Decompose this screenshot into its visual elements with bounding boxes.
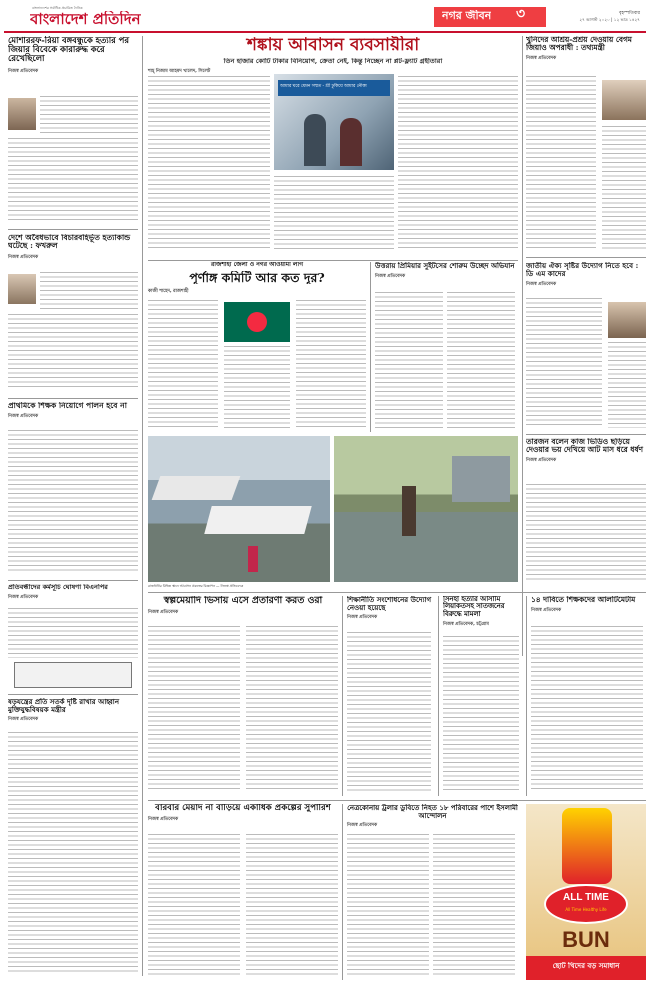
masthead-rule (4, 31, 646, 33)
story-byline: নিজস্ব প্রতিবেদক (8, 254, 39, 260)
story-byline: নিজস্ব প্রতিবেদক (526, 56, 557, 62)
story-kicker: রাজশাহী জেলা ও নগর আওয়ামী লীগ (210, 262, 304, 268)
masthead-weekday: বৃহস্পতিবার (619, 11, 640, 16)
story-headline: পূর্ণাঙ্গ কমিটি আর কত দূর? (189, 270, 325, 285)
advertisement (526, 804, 646, 980)
story-body (8, 314, 138, 390)
story-headline: উত্তরায় প্রিমিয়ার সুইটসের শোরুম উচ্ছেদ অভিযান (375, 262, 515, 270)
story-body (8, 608, 138, 658)
story-body (531, 626, 643, 792)
story-body (375, 292, 443, 428)
story-headline: খুনিদের আশ্রয়-প্রশ্রয় দেওয়ায় বেগম জিয়াও অপরাধী : তথ্যমন্ত্রী (526, 36, 632, 53)
story-uttara (370, 262, 518, 432)
column-rule (526, 434, 646, 435)
story-byline: নিজস্ব প্রতিবেদক (8, 414, 39, 420)
story-body (296, 300, 366, 428)
story-byline: নিজস্ব প্রতিবেদক (375, 273, 406, 279)
story-khuner (526, 36, 646, 254)
main-subhead: তিন হাজার কোটি টাকার বিনিয়োগ, ক্রেতা নেই, কিন্তু নিচ্ছেন না প্লট-ফ্ল্যাট গ্রহীতারা (223, 57, 443, 65)
photo-house (452, 456, 510, 502)
masthead (4, 4, 646, 30)
story-byline: নিজস্ব প্রতিবেদক (347, 823, 378, 829)
story-body (148, 300, 218, 428)
portrait-photo (602, 80, 646, 120)
story-byline: নিজস্ব প্রতিবেদক (8, 717, 39, 723)
masthead-page-no: ৩ (516, 7, 526, 22)
photo-person (248, 546, 258, 572)
story-headline: প্রতিবন্ধীদের কর্মসূচি ঘোষণা বিএনপির (8, 584, 108, 591)
flood-photo (334, 436, 518, 582)
ad-tagline: All Time Healthy Life (565, 907, 607, 912)
story-shikkhak (8, 402, 138, 578)
ad-product-image (562, 808, 612, 884)
story-body (608, 342, 646, 428)
story-sinha (438, 596, 518, 796)
story-shikkhoniti (342, 596, 434, 796)
story-mosharraf (8, 36, 138, 226)
story-headline: শিক্ষানীতি সংশোধনের উদ্যোগ নেওয়া হয়েছে (347, 596, 432, 612)
story-body (274, 176, 394, 250)
story-byline: নিজস্ব প্রতিবেদক (8, 68, 39, 74)
masthead-tagline: বাংলাদেশের সর্বাধিক প্রচারিত দৈনিক (32, 6, 83, 10)
story-headline: প্রাথমিকে শিক্ষক নিয়োগে পালন হবে না (8, 402, 127, 410)
story-headline: স্বল্পমেয়াদি ভিসায় এসে প্রতারণা করত ওরা (163, 596, 323, 606)
photo-person (340, 118, 362, 166)
story-committee (148, 262, 366, 432)
story-headline: ষড়যন্ত্রের প্রতি সতর্ক দৃষ্টি রাখার আহ্বান মুক্তিযুদ্ধবিষয়ক মন্ত্রীর (8, 698, 119, 714)
story-body (8, 138, 138, 220)
bangladesh-flag (224, 302, 290, 342)
flag-disc (247, 312, 267, 332)
ad-product: BUN (562, 928, 610, 952)
photo-person (304, 114, 326, 166)
story-body (148, 76, 270, 250)
column-rule (148, 592, 646, 593)
masthead-section: নগর জীবন (442, 10, 492, 22)
column-rule (8, 694, 138, 695)
story-body (347, 834, 429, 976)
story-jatiyo (526, 262, 646, 432)
ad-brand-badge (544, 884, 628, 924)
info-box (14, 662, 132, 688)
main-byline: শাহ্ নিজাম আহমদ খালেদ, সিলেট (148, 68, 211, 74)
photo-person (402, 486, 416, 536)
story-main (148, 36, 518, 256)
column-rule (8, 398, 138, 399)
story-body (526, 484, 646, 582)
masthead-logo: বাংলাদেশ প্রতিদিন (30, 11, 141, 28)
story-video (526, 438, 646, 586)
photo-boat (152, 476, 241, 500)
story-teachers (526, 596, 646, 796)
story-body (526, 76, 596, 250)
portrait-photo (8, 98, 36, 130)
story-body (433, 834, 515, 976)
ad-footer: ছোট খিদের বড় সমাধান (552, 962, 620, 970)
column-rule (148, 260, 518, 261)
story-body (40, 96, 138, 136)
story-body (526, 298, 602, 428)
story-trawler (342, 804, 518, 980)
story-byline: নিজস্ব প্রতিবেদক (526, 281, 557, 287)
story-body (224, 346, 290, 428)
story-body (246, 834, 338, 976)
story-body (246, 626, 338, 792)
story-headline: মোশাররফ-রিয়া বঙ্গবন্ধুকে হত্যার পর জিয়ার বিবেকে কারারুদ্ধ করে রেখেছিলো (8, 36, 129, 64)
story-body (8, 430, 138, 572)
story-byline: নিজস্ব প্রতিবেদক (148, 817, 179, 823)
story-byline: নিজস্ব প্রতিবেদক (531, 608, 562, 614)
story-bichar (8, 234, 138, 394)
story-body (148, 834, 240, 976)
column-rule (526, 257, 646, 258)
column-rule (142, 36, 143, 976)
photo-banner-text: আমার ঘরে যেমন সম্মত - শ্রী ঢুকিয়ে আমার নৌকা (280, 84, 367, 89)
story-byline: নিজস্ব প্রতিবেদক, চট্টগ্রাম (443, 622, 489, 628)
story-byline: নিজস্ব প্রতিবেদক (347, 615, 378, 621)
column-rule (8, 229, 138, 230)
masthead-date: ২৭ আগস্ট ২০২০ | ১২ ভাদ্র ১৪২৭ (579, 17, 640, 22)
story-headline: সিনহা হত্যার আসামি লিয়াকতসহ সাতজনের বিরুদ্ধে মামলা (443, 596, 505, 618)
story-headline: নেত্রকোনায় ট্রলার ডুবিতে নিহত ১৮ পরিবারের পাশে ইসলামী আন্দোলন (347, 804, 518, 820)
story-headline: দেশে অবৈধভাবে বিচারবহির্ভূত হত্যাকান্ড ঘটেছে : ফখরুল (8, 234, 131, 251)
photo-caption: রাজধানীর বিভিন্ন স্থানে আবাসন প্রকল্পের বিজ্ঞাপন — নিজস্ব প্রতিবেদক (148, 584, 244, 588)
story-headline: বারবার মেয়াদ না বাড়িয়ে একাধিক প্রকল্পের সুপারিশ (155, 804, 331, 813)
column-rule (8, 580, 138, 581)
story-body (347, 632, 431, 792)
story-visa (148, 596, 338, 796)
story-protibondhi (8, 584, 138, 690)
story-body (447, 292, 515, 428)
story-mukti (8, 698, 138, 978)
main-photo (274, 74, 394, 170)
column-rule (522, 36, 523, 656)
ad-brand: ALL TIME (563, 892, 609, 903)
story-byline: নিজস্ব প্রতিবেদক (526, 458, 557, 464)
story-body (602, 126, 646, 250)
column-rule (148, 800, 646, 801)
story-body (443, 636, 519, 792)
story-body (40, 272, 138, 312)
story-meyad (148, 804, 338, 980)
story-headline: ১৪ দাবিতে শিক্ষকদের আলটিমেটাম (531, 596, 636, 604)
story-body (398, 76, 518, 250)
story-headline: তারজন বলেন কাজ ভিডিও ছড়িয়ে দেওয়ার ভয় দেখিয়ে আট মাস ধরে ধর্ষণ (526, 438, 643, 455)
boats-photo (148, 436, 330, 582)
photo-boat (204, 506, 312, 534)
story-byline: কাজী শাহেদ, রাজশাহী (148, 289, 189, 295)
story-headline: জাতীয় ঐক্য সৃষ্টির উদ্যোগ নিতে হবে : ডি এম কাদের (526, 262, 639, 278)
story-byline: নিজস্ব প্রতিবেদক (8, 595, 39, 601)
story-body (148, 626, 240, 792)
portrait-photo (8, 274, 36, 304)
main-headline: শঙ্কায় আবাসন ব্যবসায়ীরা (246, 36, 420, 55)
story-byline: নিজস্ব প্রতিবেদক (148, 610, 179, 616)
portrait-photo (608, 302, 646, 338)
story-body (8, 732, 138, 972)
